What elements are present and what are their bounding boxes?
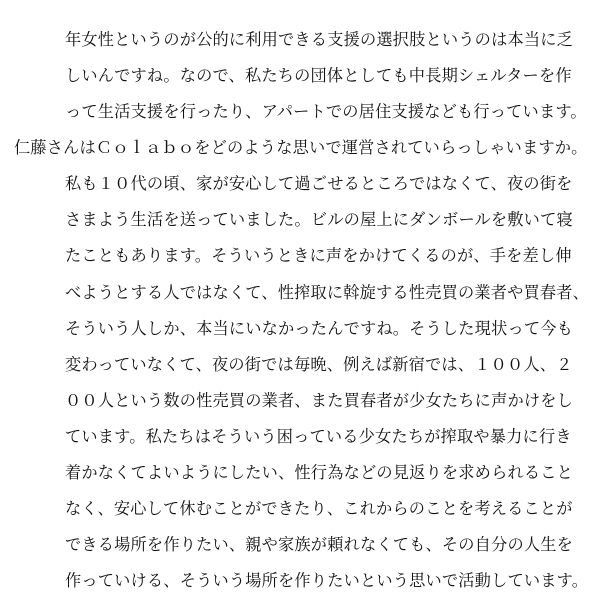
text-line: 着かなくてよいようにしたい、性行為などの見返りを求められること — [65, 463, 574, 482]
question-line: 仁藤さんはＣｏｌａｂｏをどのような思いで運営されていらっしゃいますか。 — [14, 138, 588, 157]
text-line: さまよう生活を送っていました。ビルの屋上にダンボールを敷いて寝 — [65, 210, 573, 229]
text-line: しいんですね。なので、私たちの団体としても中長期シェルターを作 — [65, 66, 572, 85]
text-line: 変わっていなくて、夜の街では毎晩、例えば新宿では、１００人、２ — [65, 355, 573, 374]
text-line: ００人という数の性売買の業者、また買春者が少女たちに声かけをし — [65, 391, 574, 410]
text-line: って生活支援を行ったり、アパートでの居住支援なども行っています。 — [65, 102, 587, 121]
text-line: ています。私たちはそういう困っている少女たちが搾取や暴力に行き — [65, 427, 572, 446]
text-line: できる場所を作りたい、親や家族が頼れなくても、その自分の人生を — [65, 535, 574, 554]
text-line: 私も１０代の頃、家が安心して過ごせるところではなくて、夜の街を — [65, 174, 573, 193]
text-line: 年女性というのが公的に利用できる支援の選択肢というのは本当に乏 — [65, 30, 574, 49]
text-line: 作っていける、そういう場所を作りたいという思いで活動しています。 — [65, 571, 589, 590]
text-line: べようとする人ではなくて、性搾取に斡旋する性売買の業者や買春者、 — [65, 283, 590, 302]
text-line: そういう人しか、本当にいなかったんですね。そうした現状って今も — [65, 319, 574, 338]
text-line: なく、安心して休むことができたり、これからのことを考えることが — [65, 499, 573, 518]
text-line: たこともあります。そういうときに声をかけてくるのが、手を差し伸 — [65, 246, 572, 265]
